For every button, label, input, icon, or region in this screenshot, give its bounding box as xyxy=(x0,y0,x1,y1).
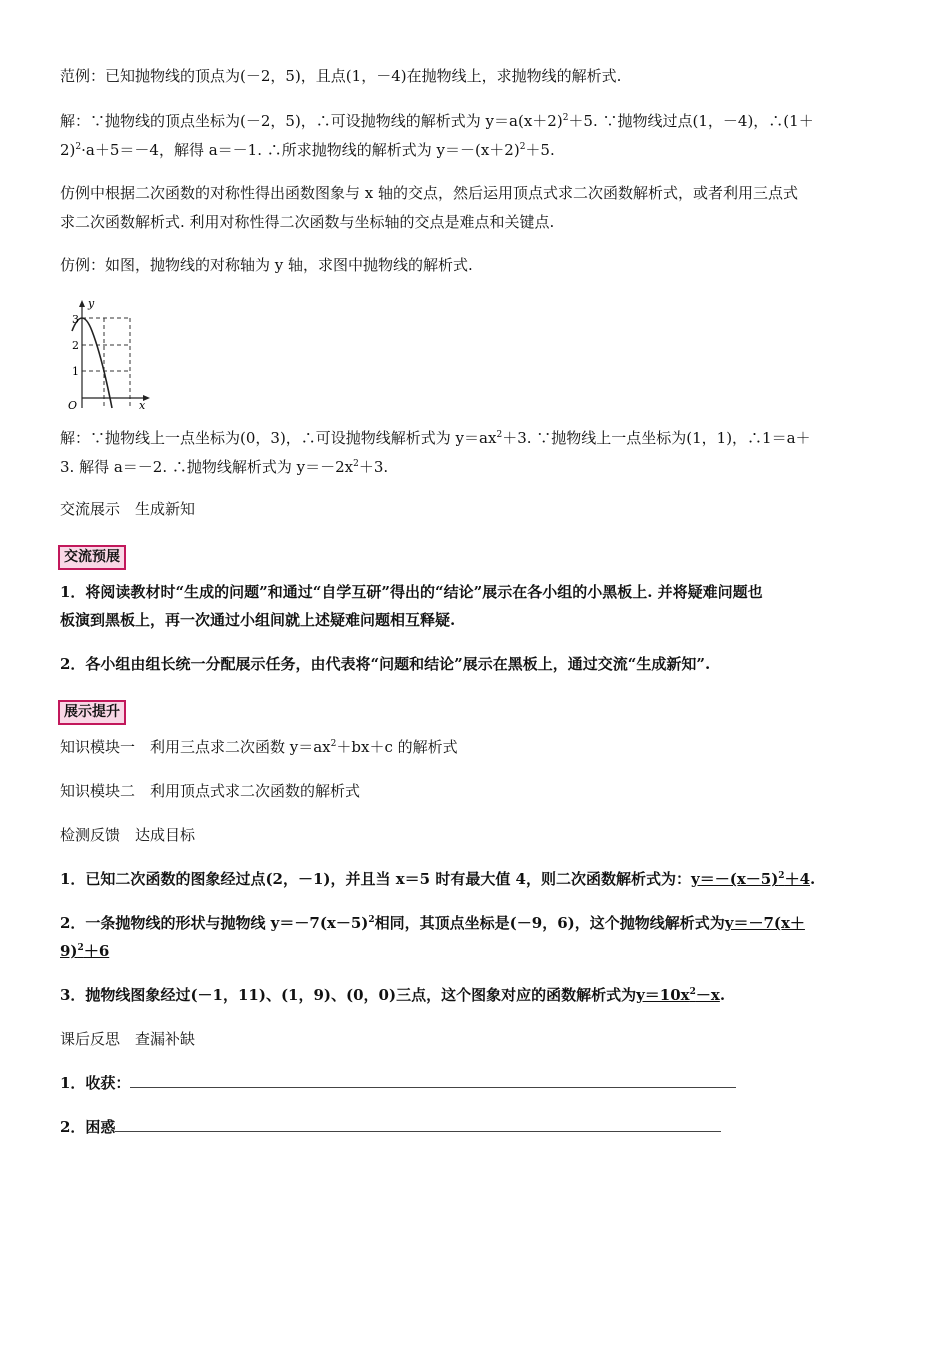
imitation-solution-line2: 3. 解得 a＝－2. ∴抛物线解析式为 $y=-2x^2+3$. xyxy=(60,458,389,476)
imitation-problem: 仿例：如图，抛物线的对称轴为 y 轴，求图中抛物线的解析式. xyxy=(60,256,473,274)
imitation-solution-line1: 解：∵抛物线上一点坐标为(0，3)，∴可设抛物线解析式为 $y=ax^2+3$. ∵抛物线上一点坐标为(1，1)，∴1＝a＋ xyxy=(60,429,811,447)
exercise-2-answer-a: y＝－7(x＋ xyxy=(724,914,805,932)
exercise-2-line1: 2．一条抛物线的形状与抛物线 $y=-7(x-5)^2$相同，其顶点坐标是(－9，6)，这个抛物线解析式为y＝－7(x＋ xyxy=(60,914,805,932)
origin-label: O xyxy=(68,399,78,412)
x-axis-label: x xyxy=(139,399,146,412)
y-tick-label: 2 xyxy=(72,339,79,352)
knowledge-module-2: 知识模块二 利用顶点式求二次函数的解析式 xyxy=(60,782,361,800)
exercise-2-line2 xyxy=(60,941,109,961)
tag-exchange-preview: 交流预展 xyxy=(58,545,126,570)
y-tick-label: 3 xyxy=(72,313,79,326)
y-axis-label: y xyxy=(88,297,95,310)
note-line1: 仿例中根据二次函数的对称性得出函数图象与 x 轴的交点，然后运用顶点式求二次函数解析式，或者利用三点式 xyxy=(60,184,799,202)
knowledge-module-1: 知识模块一 利用三点求二次函数 $y=ax^2+bx+c$ 的解析式 xyxy=(60,738,458,756)
reflection-confusion: 2．困惑 xyxy=(60,1117,721,1137)
example-solution-line2: 2)$^2$·a＋5＝－4，解得 a＝－1. ∴所求抛物线的解析式为 $y=-(x+2)^2+5$. xyxy=(60,141,555,159)
exercise-3: 3．抛物线图象经过(－1，11)、(1，9)、(0，0)三点，这个图象对应的函数解析式为$y=10x^2-x$. xyxy=(60,986,726,1004)
exercise-1-answer: $y=-(x-5)^2+4$ xyxy=(691,870,810,888)
note-line2: 求二次函数解析式. 利用对称性得二次函数与坐标轴的交点是难点和关键点. xyxy=(60,213,555,231)
example-problem: 范例：已知抛物线的顶点为(－2，5)，且点(1，－4)在抛物线上，求抛物线的解析式. xyxy=(60,67,622,85)
exercise-2-answer-b: 9)$^2$＋6 xyxy=(60,942,110,960)
item1-line2: 板演到黑板上，再一次通过小组间就上述疑难问题相互释疑. xyxy=(60,611,456,629)
section-check: 检测反馈 达成目标 xyxy=(60,826,196,844)
exercise-3-answer: $y=10x^2-x$ xyxy=(636,986,720,1004)
y-tick-label: 1 xyxy=(72,365,79,378)
confusion-blank-line[interactable] xyxy=(115,1117,721,1132)
reflection-gain: 1．收获： xyxy=(60,1073,736,1093)
exercise-1: 1．已知二次函数的图象经过点(2，－1)，并且当 x＝5 时有最大值 4，则二次函数解析式为：$y=-(x-5)^2+4$. xyxy=(60,870,816,888)
item2: 2．各小组由组长统一分配展示任务，由代表将“问题和结论”展示在黑板上，通过交流“生成新知”. xyxy=(60,655,711,673)
reflection-title: 课后反思 查漏补缺 xyxy=(60,1030,196,1048)
gain-blank-line[interactable] xyxy=(130,1073,736,1088)
example-solution-line1: 解：∵抛物线的顶点坐标为(－2，5)，∴可设抛物线的解析式为 $y=a(x+2)^2+5$. ∵抛物线过点(1，－4)，∴(1＋ xyxy=(60,112,814,130)
tag-show-improve: 展示提升 xyxy=(58,700,126,725)
section-exchange: 交流展示 生成新知 xyxy=(60,500,196,518)
item1-line1: 1．将阅读教材时“生成的问题”和通过“自学互研”得出的“结论”展示在各小组的小黑板上. 并将疑难问题也 xyxy=(60,583,763,601)
parabola-figure xyxy=(60,295,155,413)
